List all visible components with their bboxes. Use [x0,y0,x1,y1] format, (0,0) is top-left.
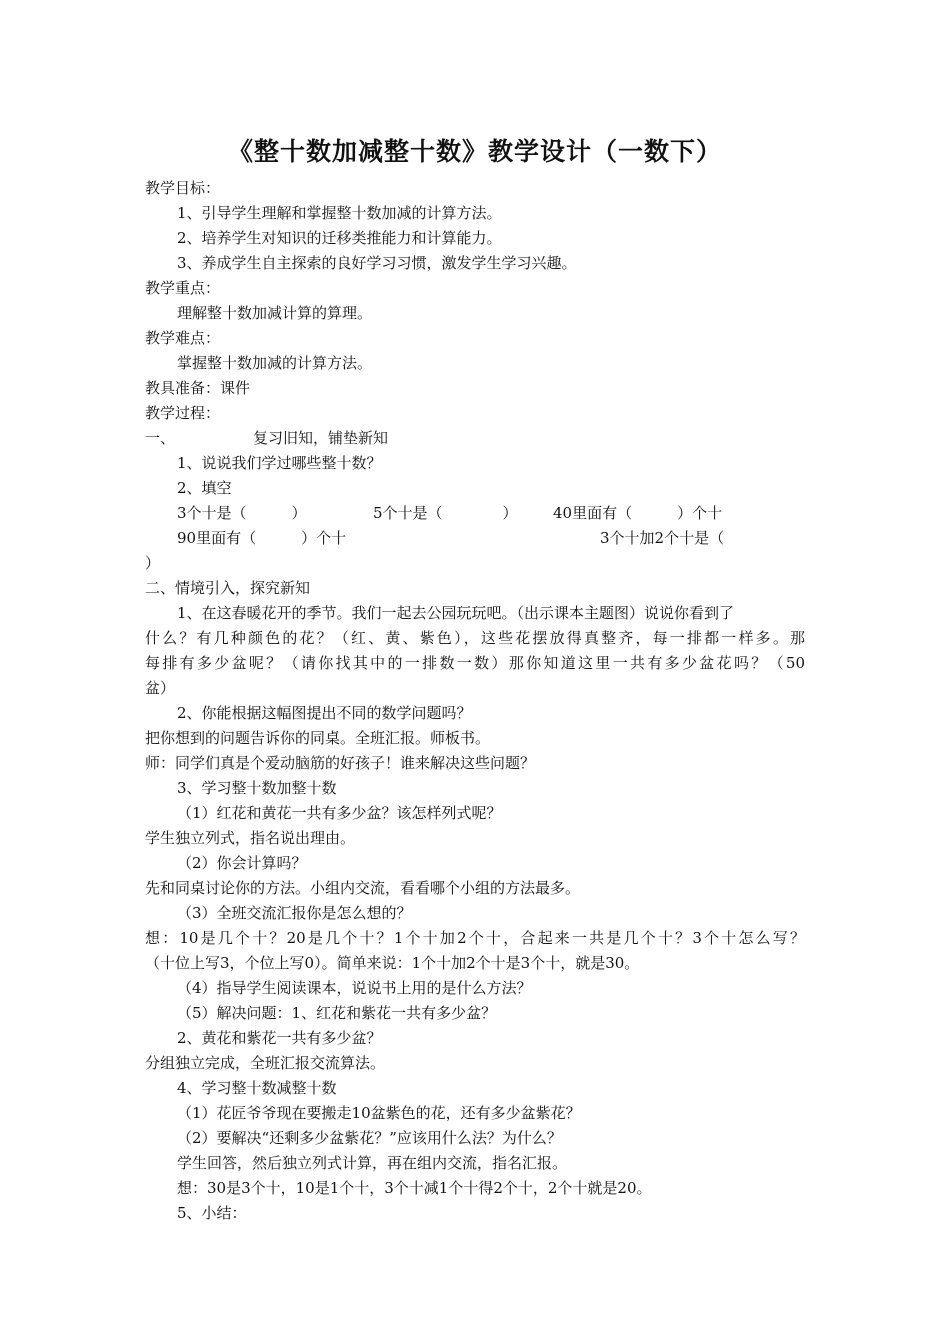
heading-key-points: 教学重点： [145,279,221,297]
fill-blank-4: 90里面有（ ）个十 [177,529,347,547]
step-3-5-note: 分组独立完成，全班汇报交流算法。 [145,1054,386,1072]
objective-2: 2、培养学生对知识的迁移类推能力和计算能力。 [177,229,502,247]
question-prompt: 2、你能根据这幅图提出不同的数学问题吗？ [177,704,472,722]
document-title: 《整十数加减整十数》教学设计（一数下） [227,137,722,166]
step-4-heading: 4、学习整十数减整十数 [177,1079,337,1097]
share-with-partner: 把你想到的问题告诉你的同桌。全班汇报。师板书。 [145,729,491,747]
objective-3: 3、养成学生自主探索的良好学习习惯，激发学生学习兴趣。 [177,254,577,272]
teacher-remark: 师：同学们真是个爱动脑筋的好孩子！谁来解决这些问题？ [145,754,536,772]
step-4-2: （2）要解决“还剩多少盆紫花？”应该用什么法？为什么？ [177,1129,562,1147]
fill-blank-1: 3个十是（ ） [177,504,307,522]
key-point-text: 理解整十数加减计算的算理。 [177,304,373,322]
step-3-1: （1）红花和黄花一共有多少盆？该怎样列式呢？ [177,804,502,822]
step-4-1: （1）花匠爷爷现在要搬走10盆紫色的花，还有多少盆紫花？ [177,1104,581,1122]
step-3-3: （3）全班交流汇报你是怎么想的？ [177,904,412,922]
heading-difficulties: 教学难点： [145,329,221,347]
step-4-think: 想：30是3个十，10是1个十，3个十减1个十得2个十，2个十就是20。 [177,1179,652,1197]
step-3-4: （4）指导学生阅读课本，说说书上用的是什么方法？ [177,979,532,997]
teaching-aids: 教具准备：课件 [145,379,251,397]
step-3-1-note: 学生独立列式，指名说出理由。 [145,829,356,847]
section-2-title: 二、情境引入，探究新知 [145,579,311,597]
step-5-summary: 5、小结： [177,1204,247,1222]
step-3-heading: 3、学习整十数加整十数 [177,779,337,797]
fill-blank-5: 3个十加2个十是（ [600,529,725,547]
intro-paragraph-line-4: 盆） [145,679,176,697]
review-question: 1、说说我们学过哪些整十数？ [177,454,382,472]
step-3-3-think-line-2: （十位上写3，个位上写0）。简单来说：1个十加2个十是3个十，就是30。 [145,954,640,972]
section-1-title: 复习旧知，铺垫新知 [253,429,389,447]
step-3-2: （2）你会计算吗？ [177,854,307,872]
heading-objectives: 教学目标： [145,179,221,197]
step-3-5: （5）解决问题：1、红花和紫花一共有多少盆？ [177,1004,497,1022]
difficulty-text: 掌握整十数加减的计算方法。 [177,354,373,372]
fill-blank-heading: 2、填空 [177,479,232,497]
fill-blank-5-close: ） [145,554,161,572]
step-3-5-2: 2、黄花和紫花一共有多少盆？ [177,1029,382,1047]
intro-paragraph-line-3: 每排有多少盆呢？（请你找其中的一排数一数）那你知道这里一共有多少盆花吗？（50 [145,654,805,672]
objective-1: 1、引导学生理解和掌握整十数加减的计算方法。 [177,204,502,222]
step-4-2-note: 学生回答，然后独立列式计算，再在组内交流，指名汇报。 [177,1154,568,1172]
section-1-number: 一、 [145,429,176,447]
fill-blank-2: 5个十是（ ） [373,504,518,522]
step-3-2-note: 先和同桌讨论你的方法。小组内交流，看看哪个小组的方法最多。 [145,879,581,897]
intro-paragraph-line-2: 什么？有几种颜色的花？（红、黄、紫色），这些花摆放得真整齐，每一排都一样多。那 [145,629,805,647]
step-3-3-think-line-1: 想：10是几个十？20是几个十？1个十加2个十，合起来一共是几个十？3个十怎么写？ [145,929,805,947]
fill-blank-3: 40里面有（ ）个十 [553,504,723,522]
intro-paragraph-line-1: 1、在这春暖花开的季节。我们一起去公园玩玩吧。（出示课本主题图）说说你看到了 [177,604,735,622]
heading-process: 教学过程： [145,404,221,422]
